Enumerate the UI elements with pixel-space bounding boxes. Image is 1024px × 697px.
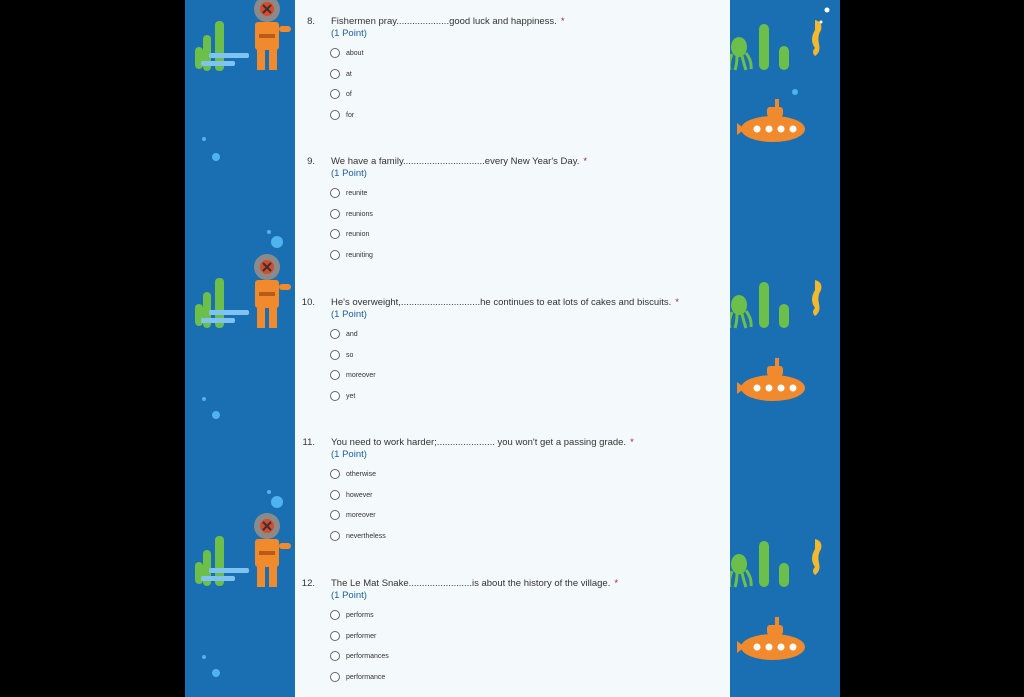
question-points: (1 Point)	[331, 168, 367, 179]
option-performer[interactable]	[330, 629, 376, 643]
required-marker: *	[614, 578, 619, 589]
question-points: (1 Point)	[331, 28, 367, 39]
radio-button[interactable]	[330, 229, 340, 239]
question-text: The Le Mat Snake........................is about the history of the village. *	[331, 578, 619, 589]
radio-button[interactable]	[330, 469, 340, 479]
question-text: You need to work harder;...................... you won't get a passing grade. *	[331, 437, 634, 448]
question-number: 10.	[301, 297, 315, 308]
option-label: performance	[346, 673, 386, 681]
seahorse-icon	[805, 278, 825, 318]
submarine-icon	[735, 615, 807, 663]
radio-button[interactable]	[330, 531, 340, 541]
required-marker: *	[630, 437, 634, 448]
radio-button[interactable]	[330, 672, 340, 682]
question-points: (1 Point)	[331, 309, 367, 320]
option-of[interactable]	[330, 87, 352, 101]
radio-button[interactable]	[330, 69, 340, 79]
option-reunion[interactable]	[330, 227, 369, 241]
question-number: 12.	[301, 578, 315, 589]
required-marker: *	[560, 16, 565, 27]
octopus-icon	[727, 294, 753, 330]
option-label: nevertheless	[346, 532, 386, 540]
option-label: of	[346, 90, 352, 98]
radio-button[interactable]	[330, 510, 340, 520]
question-text: He's overweight,..............................he continues to eat lots of cakes and biscuits. *	[331, 297, 679, 308]
question-points: (1 Point)	[331, 590, 367, 601]
option-label: however	[346, 491, 373, 499]
question-12	[295, 578, 730, 688]
question-number: 8.	[307, 16, 315, 27]
option-so[interactable]	[330, 348, 353, 362]
submarine-icon	[735, 97, 807, 145]
option-for[interactable]	[330, 108, 354, 122]
option-reuniting[interactable]	[330, 248, 373, 262]
option-otherwise[interactable]	[330, 467, 376, 481]
question-8	[295, 16, 730, 126]
radio-button[interactable]	[330, 391, 340, 401]
question-number: 9.	[307, 156, 315, 167]
question-11	[295, 437, 730, 547]
octopus-icon	[727, 553, 753, 589]
form-card	[295, 0, 730, 697]
option-nevertheless[interactable]	[330, 529, 386, 543]
option-label: for	[346, 111, 355, 119]
question-points: (1 Point)	[331, 449, 367, 460]
option-label: so	[346, 351, 354, 359]
option-label: reunite	[346, 189, 368, 197]
required-marker: *	[583, 156, 588, 167]
diver-icon	[251, 513, 295, 589]
radio-button[interactable]	[330, 209, 340, 219]
option-label: performer	[346, 632, 377, 640]
radio-button[interactable]	[330, 610, 340, 620]
octopus-icon	[727, 36, 753, 72]
bubble-icon	[813, 4, 833, 28]
option-label: performs	[346, 611, 374, 619]
seaweed-icon	[755, 537, 795, 587]
radio-button[interactable]	[330, 631, 340, 641]
option-performance[interactable]	[330, 670, 385, 684]
question-10	[295, 297, 730, 407]
seahorse-icon	[805, 537, 825, 577]
option-label: reunion	[346, 230, 370, 238]
option-label: about	[346, 49, 364, 57]
option-about[interactable]	[330, 46, 364, 60]
question-number: 11.	[302, 437, 315, 448]
option-moreover[interactable]	[330, 368, 376, 382]
option-yet[interactable]	[330, 389, 355, 403]
bubble-icon	[265, 488, 290, 513]
option-label: and	[346, 330, 358, 338]
diver-icon	[251, 0, 295, 72]
radio-button[interactable]	[330, 188, 340, 198]
bubble-icon	[785, 82, 805, 102]
option-reunions[interactable]	[330, 207, 373, 221]
radio-button[interactable]	[330, 651, 340, 661]
radio-button[interactable]	[330, 490, 340, 500]
bubble-icon	[200, 135, 225, 170]
option-label: otherwise	[346, 470, 376, 478]
option-label: reuniting	[346, 251, 373, 259]
option-and[interactable]	[330, 327, 358, 341]
radio-button[interactable]	[330, 110, 340, 120]
option-reunite[interactable]	[330, 186, 367, 200]
question-9	[295, 156, 730, 266]
bubble-icon	[265, 228, 290, 253]
question-text: We have a family...............................every New Year's Day. *	[331, 156, 588, 167]
option-at[interactable]	[330, 67, 352, 81]
option-however[interactable]	[330, 488, 372, 502]
option-label: moreover	[346, 511, 376, 519]
option-label: reunions	[346, 210, 373, 218]
question-text: Fishermen pray....................good luck and happiness. *	[331, 16, 565, 27]
seaweed-icon	[755, 20, 795, 70]
option-label: yet	[346, 392, 356, 400]
radio-button[interactable]	[330, 350, 340, 360]
bubble-icon	[200, 653, 225, 683]
radio-button[interactable]	[330, 370, 340, 380]
radio-button[interactable]	[330, 89, 340, 99]
submarine-icon	[735, 356, 807, 404]
seaweed-icon	[755, 278, 795, 328]
required-marker: *	[675, 297, 679, 308]
diver-icon	[251, 254, 295, 330]
option-performs[interactable]	[330, 608, 374, 622]
option-performances[interactable]	[330, 649, 389, 663]
option-label: performances	[346, 652, 389, 660]
bubble-icon	[200, 395, 225, 425]
radio-button[interactable]	[330, 329, 340, 339]
seaweed-icon	[195, 272, 250, 328]
option-label: at	[346, 70, 352, 78]
option-moreover[interactable]	[330, 508, 376, 522]
seaweed-icon	[195, 530, 250, 586]
seaweed-icon	[195, 15, 250, 71]
radio-button[interactable]	[330, 48, 340, 58]
option-label: moreover	[346, 371, 376, 379]
radio-button[interactable]	[330, 250, 340, 260]
